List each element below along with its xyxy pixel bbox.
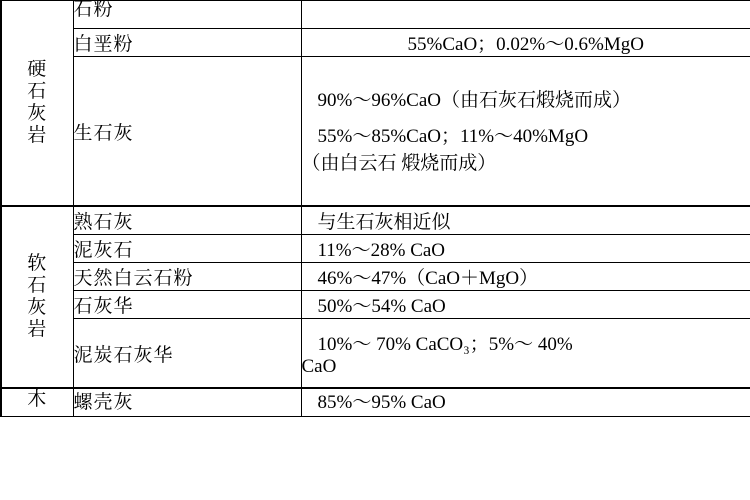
material-value: 50%～54% CaO bbox=[317, 296, 446, 317]
table-row bbox=[1, 263, 750, 291]
material-name: 泥炭石灰华 bbox=[73, 344, 174, 366]
material-value-cell bbox=[301, 263, 750, 291]
group-label: 木 bbox=[27, 389, 48, 411]
material-value-line-1: 90%～96%CaO（由石灰石煅烧而成） bbox=[317, 89, 631, 111]
material-name-cell bbox=[73, 291, 301, 319]
material-value-cell bbox=[301, 29, 750, 57]
table-row bbox=[1, 206, 750, 235]
table-row bbox=[1, 29, 750, 57]
material-value: 与生石灰相近似 bbox=[317, 212, 451, 233]
material-name: 白垩粉 bbox=[73, 34, 134, 55]
group-cell-hard-limestone bbox=[1, 1, 73, 207]
material-name-cell bbox=[73, 263, 301, 291]
material-name-cell bbox=[73, 235, 301, 263]
material-name: 熟石灰 bbox=[73, 212, 134, 233]
table-row bbox=[1, 57, 750, 207]
material-value-line-2: CaO bbox=[301, 355, 337, 377]
material-value-cell bbox=[301, 291, 750, 319]
table-row bbox=[1, 319, 750, 389]
material-value-cell bbox=[301, 57, 750, 207]
material-name-cell bbox=[73, 29, 301, 57]
material-value: 85%～95% CaO bbox=[317, 392, 446, 413]
material-value-cell bbox=[301, 206, 750, 235]
material-name-cell bbox=[73, 1, 301, 29]
table-row bbox=[1, 235, 750, 263]
material-name: 石灰华 bbox=[73, 296, 134, 317]
material-name: 泥灰石 bbox=[73, 240, 134, 261]
group-label: 硬石灰岩 bbox=[27, 58, 48, 147]
material-value-line-2: 55%～85%CaO；11%～40%MgO bbox=[317, 126, 589, 148]
material-value-cell bbox=[301, 319, 750, 389]
group-cell-soft-limestone bbox=[1, 206, 73, 388]
material-value-cell bbox=[301, 1, 750, 29]
material-value: 55%CaO；0.02%～0.6%MgO bbox=[407, 34, 644, 55]
material-name-cell bbox=[73, 57, 301, 207]
material-value: 46%～47%（CaO＋MgO） bbox=[317, 268, 539, 289]
material-name: 天然白云石粉 bbox=[73, 268, 194, 289]
table-row bbox=[1, 388, 750, 417]
material-name: 螺壳灰 bbox=[73, 392, 134, 413]
material-name: 生石灰 bbox=[73, 122, 134, 144]
material-name-cell bbox=[73, 319, 301, 389]
material-name: 石粉 bbox=[73, 0, 114, 20]
material-name-cell bbox=[73, 206, 301, 235]
group-cell-partial bbox=[1, 388, 73, 417]
group-label: 软石灰岩 bbox=[27, 252, 48, 341]
material-value-line-3: （由白云石 煅烧而成） bbox=[301, 153, 497, 175]
table-row bbox=[1, 291, 750, 319]
material-value-cell bbox=[301, 388, 750, 417]
material-name-cell bbox=[73, 388, 301, 417]
material-value-cell bbox=[301, 235, 750, 263]
material-value-line-1: 10%～ 70% CaCO₃；5%～ 40% bbox=[317, 333, 573, 355]
table-row bbox=[1, 1, 750, 29]
material-value: 11%～28% CaO bbox=[317, 240, 446, 261]
